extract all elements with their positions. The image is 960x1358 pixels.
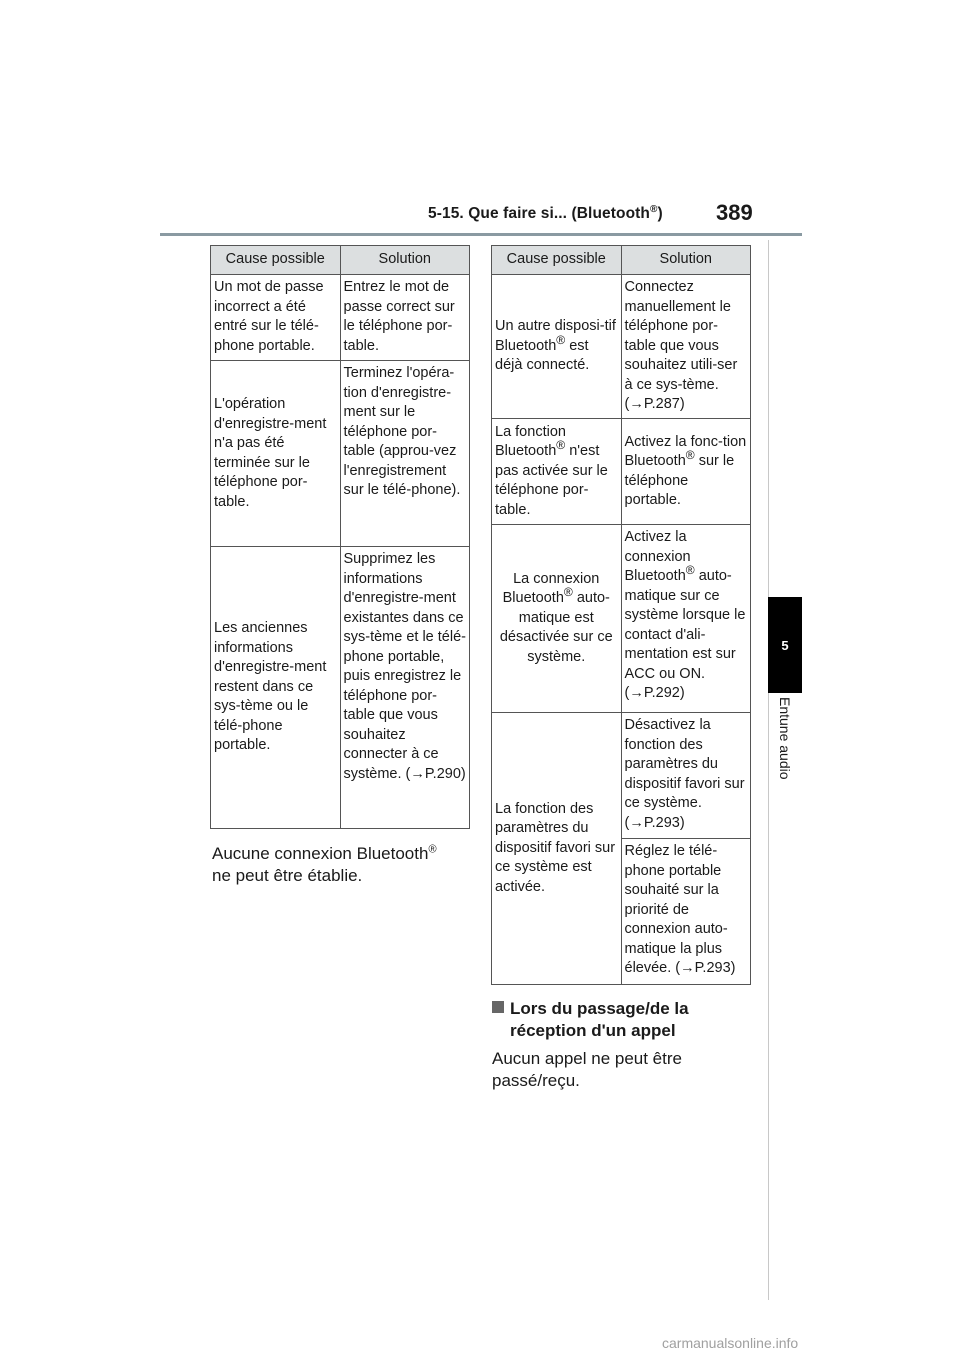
solution-cell: Activez la connexion Bluetooth® auto-matique sur ce système lorsque le contact d'ali-mentation est sur ACC ou ON. (→P.292) bbox=[621, 525, 751, 713]
section-heading-calls: Lors du passage/de la réception d'un appel bbox=[492, 998, 752, 1042]
solution-cell: Entrez le mot de passe correct sur le téléphone por-table. bbox=[340, 275, 470, 361]
square-bullet-icon bbox=[492, 1001, 504, 1013]
chapter-tab: 5 bbox=[768, 597, 802, 693]
table-row bbox=[492, 525, 751, 713]
side-divider bbox=[768, 240, 769, 1300]
cause-cell: La fonction des paramètres du dispositif favori sur ce système est activée. bbox=[492, 713, 622, 985]
table-row bbox=[492, 713, 751, 839]
column-header-cause: Cause possible bbox=[211, 246, 341, 275]
page-number: 389 bbox=[716, 200, 753, 225]
table-row bbox=[492, 419, 751, 525]
solution-cell: Désactivez la fonction des paramètres du dispositif favori sur ce système. (→P.293) bbox=[621, 713, 751, 839]
chapter-label: Entune audio bbox=[777, 696, 793, 780]
troubleshooting-table-right bbox=[491, 245, 751, 985]
cause-cell: Les anciennes informations d'enregistre-ment restent dans ce sys-tème ou le télé-phone portable. bbox=[211, 547, 341, 829]
solution-cell: Activez la fonc-tion Bluetooth® sur le téléphone portable. bbox=[621, 419, 751, 525]
solution-cell: Connectez manuellement le téléphone por-table que vous souhaitez utili-ser à ce sys-tème. (→P.287) bbox=[621, 275, 751, 419]
solution-cell: Supprimez les informations d'enregistre-ment existantes dans ce sys-tème et le télé-phone portable, puis enregistrez le téléphone por-table que vous souhaitez connecter à ce système. (→P.290) bbox=[340, 547, 470, 829]
table-row bbox=[211, 275, 470, 361]
header-divider bbox=[160, 233, 802, 236]
column-header-solution: Solution bbox=[621, 246, 751, 275]
cause-cell: L'opération d'enregistre-ment n'a pas été terminée sur le téléphone por-table. bbox=[211, 361, 341, 547]
section-title: 5-15. Que faire si... (Bluetooth®) bbox=[428, 203, 663, 222]
solution-cell: Réglez le télé-phone portable souhaité sur la priorité de connexion auto-matique la plus élevée. (→P.293) bbox=[621, 839, 751, 985]
column-header-cause: Cause possible bbox=[492, 246, 622, 275]
watermark: carmanualsonline.info bbox=[662, 1335, 799, 1351]
cause-cell: La connexion Bluetooth® auto-matique est désactivée sur ce système. bbox=[492, 525, 622, 713]
table-row bbox=[492, 275, 751, 419]
cause-cell: Un autre disposi-tif Bluetooth® est déjà connecté. bbox=[492, 275, 622, 419]
cause-cell: La fonction Bluetooth® n'est pas activée sur le téléphone por-table. bbox=[492, 419, 622, 525]
paragraph-no-connection: Aucune connexion Bluetooth® ne peut être établie. bbox=[212, 843, 437, 885]
table-row bbox=[211, 547, 470, 829]
solution-cell: Terminez l'opéra-tion d'enregistre-ment sur le téléphone por-table (approu-vez l'enregistrement sur le télé-phone). bbox=[340, 361, 470, 547]
cause-cell: Un mot de passe incorrect a été entré sur le télé-phone portable. bbox=[211, 275, 341, 361]
troubleshooting-table-left bbox=[210, 245, 470, 829]
column-header-solution: Solution bbox=[340, 246, 470, 275]
table-row bbox=[211, 361, 470, 547]
paragraph-no-call: Aucun appel ne peut être passé/reçu. bbox=[492, 1049, 682, 1090]
